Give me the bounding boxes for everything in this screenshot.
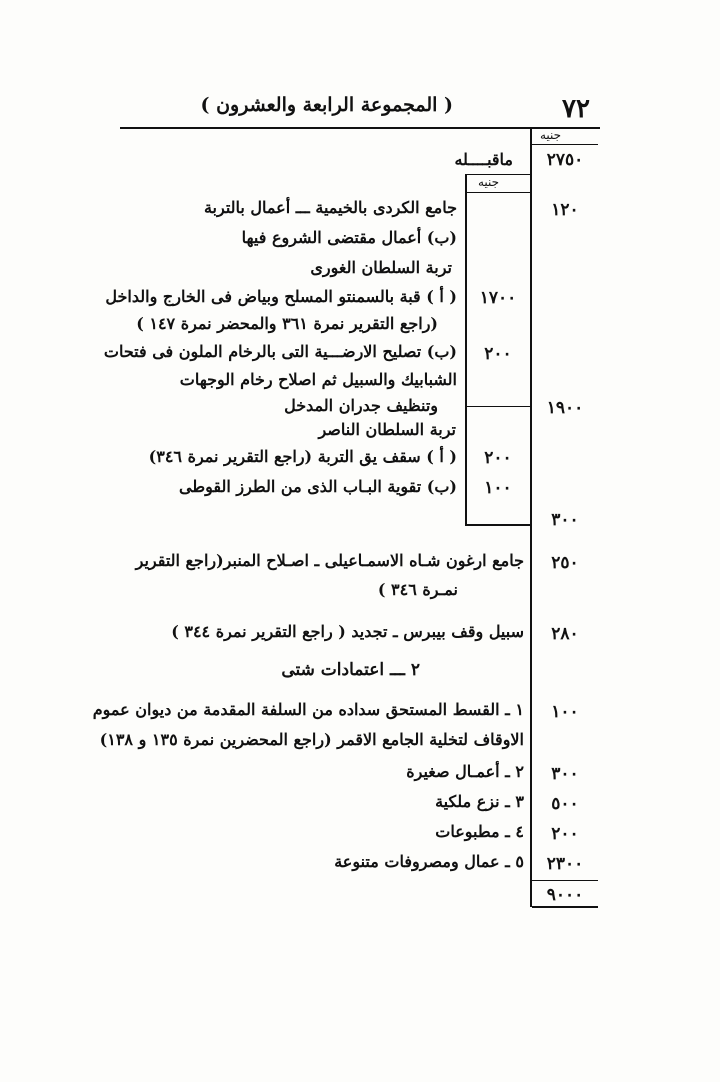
g3-a-text: ( أ ) سقف يق التربة (راجع التقرير نمرة ٣٤٦): [148, 447, 457, 466]
outer-unit-label: جنيه: [540, 128, 562, 142]
misc-1-line1: ١ ـ القسط المستحق سداده من السلفة المقدمة من ديوان عموم: [92, 700, 524, 719]
g2-b-line1: (ب) تصليح الارضـــية التى بالرخام الملون فى فتحات: [103, 342, 457, 361]
inner-unit-label: جنيه: [478, 175, 500, 189]
g1-amount: ١٢٠: [551, 200, 579, 220]
grand-total: ٩٠٠٠: [546, 885, 584, 905]
outer-unit-rule: [532, 144, 598, 145]
misc-5-text: ٥ ـ عمال ومصروفات متنوعة: [334, 852, 524, 871]
g2-title: تربة السلطان الغورى: [310, 258, 452, 277]
inner-unit-rule: [467, 192, 530, 193]
g1-sub: (ب) أعمال مقتضى الشروع فيها: [241, 228, 457, 247]
misc-2-text: ٢ ـ أعمـال صغيرة: [406, 762, 524, 781]
g3-b-amount: ١٠٠: [484, 478, 512, 498]
g5-text: سبيل وقف بيبرس ـ تجديد ( راجع التقرير نمرة ٣٤٤ ): [171, 622, 524, 641]
g2-b-line3: وتنظيف جدران المدخل: [284, 396, 438, 415]
g2-total: ١٩٠٠: [546, 398, 584, 418]
g2-a-line2: (راجع التقرير نمرة ٣٦١ والمحضر نمرة ١٤٧ ): [136, 314, 438, 333]
misc-3-text: ٣ ـ نزع ملكية: [435, 792, 524, 811]
misc-3-amount: ٥٠٠: [551, 794, 579, 814]
g4-amount: ٢٥٠: [551, 553, 579, 573]
page-header-title: ( المجموعة الرابعة والعشرون ): [200, 94, 453, 116]
g2-a-amount: ١٧٠٠: [479, 288, 517, 308]
carried-label: ماقبــــله: [454, 150, 513, 169]
section-2-heading: ٢ ـــ اعتمادات شتى: [281, 660, 420, 680]
misc-5-amount: ٢٣٠٠: [546, 854, 584, 874]
misc-2-amount: ٣٠٠: [551, 764, 579, 784]
g2-a-line1: ( أ ) قبة بالسمنتو المسلح وبياض فى الخارج والداخل: [105, 287, 457, 306]
g4-line2: نمـرة ٣٤٦ ): [377, 580, 458, 599]
g3-title: تربة السلطان الناصر: [318, 420, 456, 439]
g2-b-line2: الشبابيك والسبيل ثم اصلاح رخام الوجهات: [179, 370, 457, 389]
carried-amount: ٢٧٥٠: [546, 150, 584, 170]
misc-1-amount: ١٠٠: [551, 702, 579, 722]
g2-b-amount: ٢٠٠: [484, 344, 512, 364]
misc-1-line2: الاوقاف لتخلية الجامع الاقمر (راجع المحضرين نمرة ١٣٥ و ١٣٨): [99, 730, 524, 749]
header-rule: [120, 127, 600, 129]
grand-total-rule-bottom: [532, 906, 598, 908]
g2-subtotal-rule: [467, 406, 530, 407]
misc-4-text: ٤ ـ مطبوعات: [435, 822, 524, 841]
g4-line1: جامع ارغون شـاه الاسمـاعيلى ـ اصـلاح المنبر(راجع التقرير: [135, 551, 524, 570]
g3-a-amount: ٢٠٠: [484, 448, 512, 468]
g5-amount: ٢٨٠: [551, 624, 579, 644]
page-number: ٧٢: [562, 94, 590, 124]
inner-box-bottom: [465, 524, 530, 526]
g3-b-text: (ب) تقوية البـاب الذى من الطرز القوطى: [179, 477, 457, 496]
grand-total-rule-top: [532, 880, 598, 881]
g1-title: جامع الكردى بالخيمية ـــ أعمال بالتربة: [203, 198, 457, 217]
misc-4-amount: ٢٠٠: [551, 824, 579, 844]
g3-total: ٣٠٠: [551, 510, 579, 530]
